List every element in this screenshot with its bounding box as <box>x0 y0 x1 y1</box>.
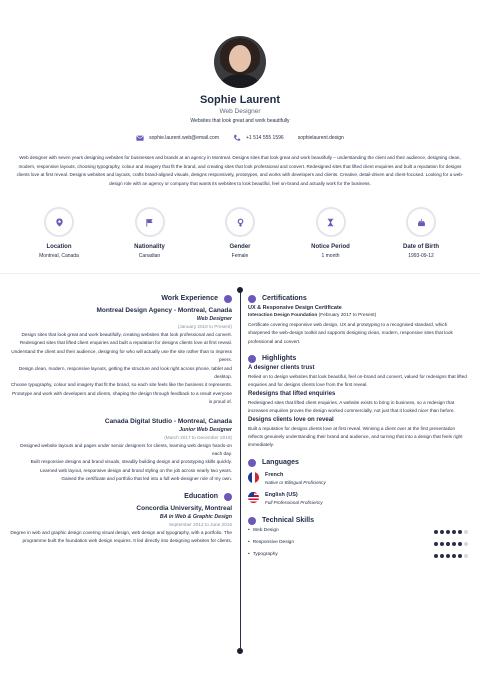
skill-item <box>248 550 468 562</box>
highlight-title: A designer clients trust <box>248 365 315 372</box>
hourglass-icon <box>326 218 335 227</box>
job-bullet: Learned web layout, responsive design and brand styling on the job across nearly two years. <box>39 467 232 473</box>
fact-value: Montreal, Canada <box>39 253 79 259</box>
job-bullet: Gained the certificate and portfolio that led into a full web-designer role of my own. <box>61 476 232 482</box>
right-column <box>248 294 468 562</box>
education-heading <box>10 492 232 502</box>
candidate-name: Sophie Laurent <box>199 94 281 106</box>
fact-value: 1993-09-12 <box>408 253 434 259</box>
technical-skills-heading <box>248 516 468 526</box>
education-text: Degree in web and graphic design covering visual design, web design and typography, with a portfolio. The programme built the foundation web design requires. It led directly into designing websites for clients. <box>10 529 232 544</box>
graduation-cap-icon <box>224 493 232 501</box>
lightbulb-icon <box>248 517 256 525</box>
section-title: Highlights <box>262 355 297 363</box>
languages-heading <box>248 458 468 468</box>
star-icon <box>248 355 256 363</box>
job-role: Junior Web Designer <box>179 426 232 433</box>
certificate-icon <box>248 295 256 303</box>
phone-item[interactable] <box>233 134 284 142</box>
profile-photo <box>214 36 266 88</box>
job-dates: (March 2017 to December 2018) <box>164 434 232 440</box>
fact-label: Notice Period <box>311 244 350 250</box>
contact-bar <box>0 134 480 142</box>
skill-rating-dot <box>434 554 438 558</box>
job-company: Canada Digital Studio - Montreal, Canada <box>104 417 232 425</box>
job-bullet: Design sites that look great and work beautifully, creating websites that look professional and convert. <box>21 332 232 337</box>
skill-rating-dot <box>464 530 468 534</box>
email-text: sophie.laurent.web@email.com <box>149 135 219 141</box>
job-bullet: Choose typography, colour and imagery that fit the brand, so each site feels like the business it represents. <box>10 382 232 388</box>
language-level: Full Professional Proficiency <box>265 500 323 506</box>
fact-value: 1 month <box>321 253 340 259</box>
section-divider <box>0 273 480 274</box>
timeline-dot <box>237 287 243 293</box>
section-title: Work Experience <box>161 295 218 302</box>
skill-rating-dot <box>452 530 456 534</box>
section-title: Technical Skills <box>262 516 315 524</box>
skills-list <box>248 526 468 562</box>
highlight-text: Built a reputation for designs clients love at first reveal. Winning a client over at the first presentation reflects genuinely understanding their brand and audience, and turning that into a design that feels right immediately. <box>248 425 463 448</box>
skill-rating-dot <box>458 530 462 534</box>
job-bullet: Built responsive designs and brand visuals, steadily building design and prototyping skills quickly. <box>30 459 232 465</box>
section-title: Certifications <box>262 295 307 302</box>
skill-rating-dot <box>446 542 450 546</box>
job-bullet: Design clean, modern, responsive layouts, getting the structure and look right across phone, tablet and desktop. <box>18 365 232 380</box>
fact-label: Nationality <box>134 244 165 250</box>
language-item <box>248 491 468 508</box>
highlights-heading <box>248 354 468 364</box>
skill-rating-dot <box>464 542 468 546</box>
website-text: sophielaurent.design <box>297 135 344 141</box>
section-title: Education <box>184 492 218 500</box>
skill-rating-dot <box>440 530 444 534</box>
job-bullet: Designed website layouts and pages under senior designers for clients, learning web design hands-on each day. <box>20 442 232 457</box>
highlight-title: Designs clients love on reveal <box>248 416 334 423</box>
skill-name: • Responsive Design <box>248 539 294 547</box>
section-title: Languages <box>262 458 299 466</box>
email-icon <box>136 134 144 142</box>
certifications-heading <box>248 294 468 304</box>
phone-text: +1 514 555 1596 <box>246 135 284 141</box>
fact-location <box>14 207 104 259</box>
personal-facts <box>14 207 466 259</box>
phone-icon <box>233 134 241 142</box>
fact-gender <box>195 207 285 259</box>
fact-date-of-birth <box>376 207 466 259</box>
flag-icon <box>145 218 154 227</box>
briefcase-icon <box>224 295 232 303</box>
skill-item <box>248 538 468 550</box>
skill-rating-dot <box>458 554 462 558</box>
school-name: Concordia University, Montreal <box>136 504 232 512</box>
work-experience-heading <box>10 294 232 304</box>
certification-text: Certificate covering responsive web design, UX and prototyping to a recognised standard, which sharpened the web-design toolkit and supports designing clean, modern, responsive sites that look professional and convert. <box>248 321 453 344</box>
skill-rating-dot <box>434 542 438 546</box>
email-item[interactable] <box>136 134 219 142</box>
fact-nationality <box>105 207 195 259</box>
website-item[interactable] <box>298 135 344 141</box>
timeline-line <box>240 290 241 652</box>
certification-name: UX & Responsive Design Certificate <box>248 305 342 311</box>
degree-name: BA in Web & Graphic Design <box>159 513 232 520</box>
timeline-dot <box>237 648 243 654</box>
certification-issuer: Interaction Design Foundation <box>248 313 318 319</box>
fact-label: Gender <box>229 244 251 250</box>
skill-rating-dot <box>446 530 450 534</box>
certification-dates: (February 2017 to Present) <box>318 313 377 319</box>
language-name: French <box>265 471 284 478</box>
gender-icon <box>236 218 245 227</box>
certification-org <box>248 312 468 320</box>
fact-value: Female <box>231 253 249 259</box>
job-bullet: Redesigned sites that lifted client enquiries and built a reputation for designs clients love at first reveal. <box>19 340 232 346</box>
france-flag-icon <box>248 472 259 483</box>
language-name: English (US) <box>265 491 298 498</box>
skill-rating-dot <box>440 542 444 546</box>
job-bullet: Understand the client and their audience, designing for who will actually use the site rather than to impress peers. <box>11 348 232 363</box>
job-dates: (January 2019 to Present) <box>177 324 232 329</box>
fact-label: Date of Birth <box>403 244 439 250</box>
fact-value: Canadian <box>138 253 161 259</box>
job-role: Web Designer <box>196 316 232 322</box>
highlight-title: Redesigns that lifted enquiries <box>248 390 336 397</box>
skill-rating <box>434 542 468 546</box>
language-level: Native or Bilingual Proficiency <box>265 480 326 486</box>
fact-label: Location <box>46 244 72 250</box>
cake-icon <box>417 218 426 227</box>
job-company: Montreal Design Agency - Montreal, Canada <box>96 307 232 314</box>
skill-name: • Typography <box>248 551 278 559</box>
job-bullet: Prototype and work with developers and clients, shaping the design through feedback to a result everyone is proud of. <box>12 390 232 405</box>
language-item <box>248 471 468 488</box>
fact-notice-period <box>286 207 376 259</box>
skill-rating-dot <box>440 554 444 558</box>
skill-rating <box>434 554 468 558</box>
skill-rating-dot <box>434 530 438 534</box>
highlight-text: Redesigned sites that lifted client enquiries. A website exists to bring in business, so a redesign that increases enquiries proves the design worked commercially, not just that it looked nicer than before. <box>248 399 455 414</box>
globe-icon <box>248 459 256 467</box>
skill-rating-dot <box>458 542 462 546</box>
left-column <box>10 294 232 546</box>
tagline: Websites that look great and work beautifully <box>190 118 290 124</box>
skill-name: • Web Design <box>248 527 279 535</box>
profile-summary: Web designer with seven years designing websites for businesses and brands at an agency in Montreal. Designs sites that look great and work beautifully – understanding the client and their audience, designing clean, modern, responsive layouts, choosing typography, colour and imagery that fit the brand, and creating sites that look professional and convert. Redesigned sites that lifted client enquiries and built a reputation for designs clients love at first reveal. Designs websites and layouts, crafts brand-aligned visuals, designs responsively, prototypes, and works with developers and clients. Creative, detail-driven and client-focused. Looking for a web-design role with an agency or company that wants its websites to look beautiful, feel on-brand and actually work for the business. <box>16 155 464 186</box>
skill-rating-dot <box>464 554 468 558</box>
skill-item <box>248 526 468 538</box>
skill-rating-dot <box>446 554 450 558</box>
skill-rating-dot <box>452 542 456 546</box>
location-pin-icon <box>55 218 64 227</box>
job-title: Web Designer <box>219 108 261 115</box>
education-dates: September 2012 to June 2016 <box>168 521 232 527</box>
highlight-text: Relied on to design websites that look beautiful, feel on-brand and convert, valued for redesigns that lifted enquiries and for designs clients love from the first reveal. <box>248 374 467 388</box>
us-flag-icon <box>248 492 259 503</box>
skill-rating <box>434 530 468 534</box>
skill-rating-dot <box>452 554 456 558</box>
